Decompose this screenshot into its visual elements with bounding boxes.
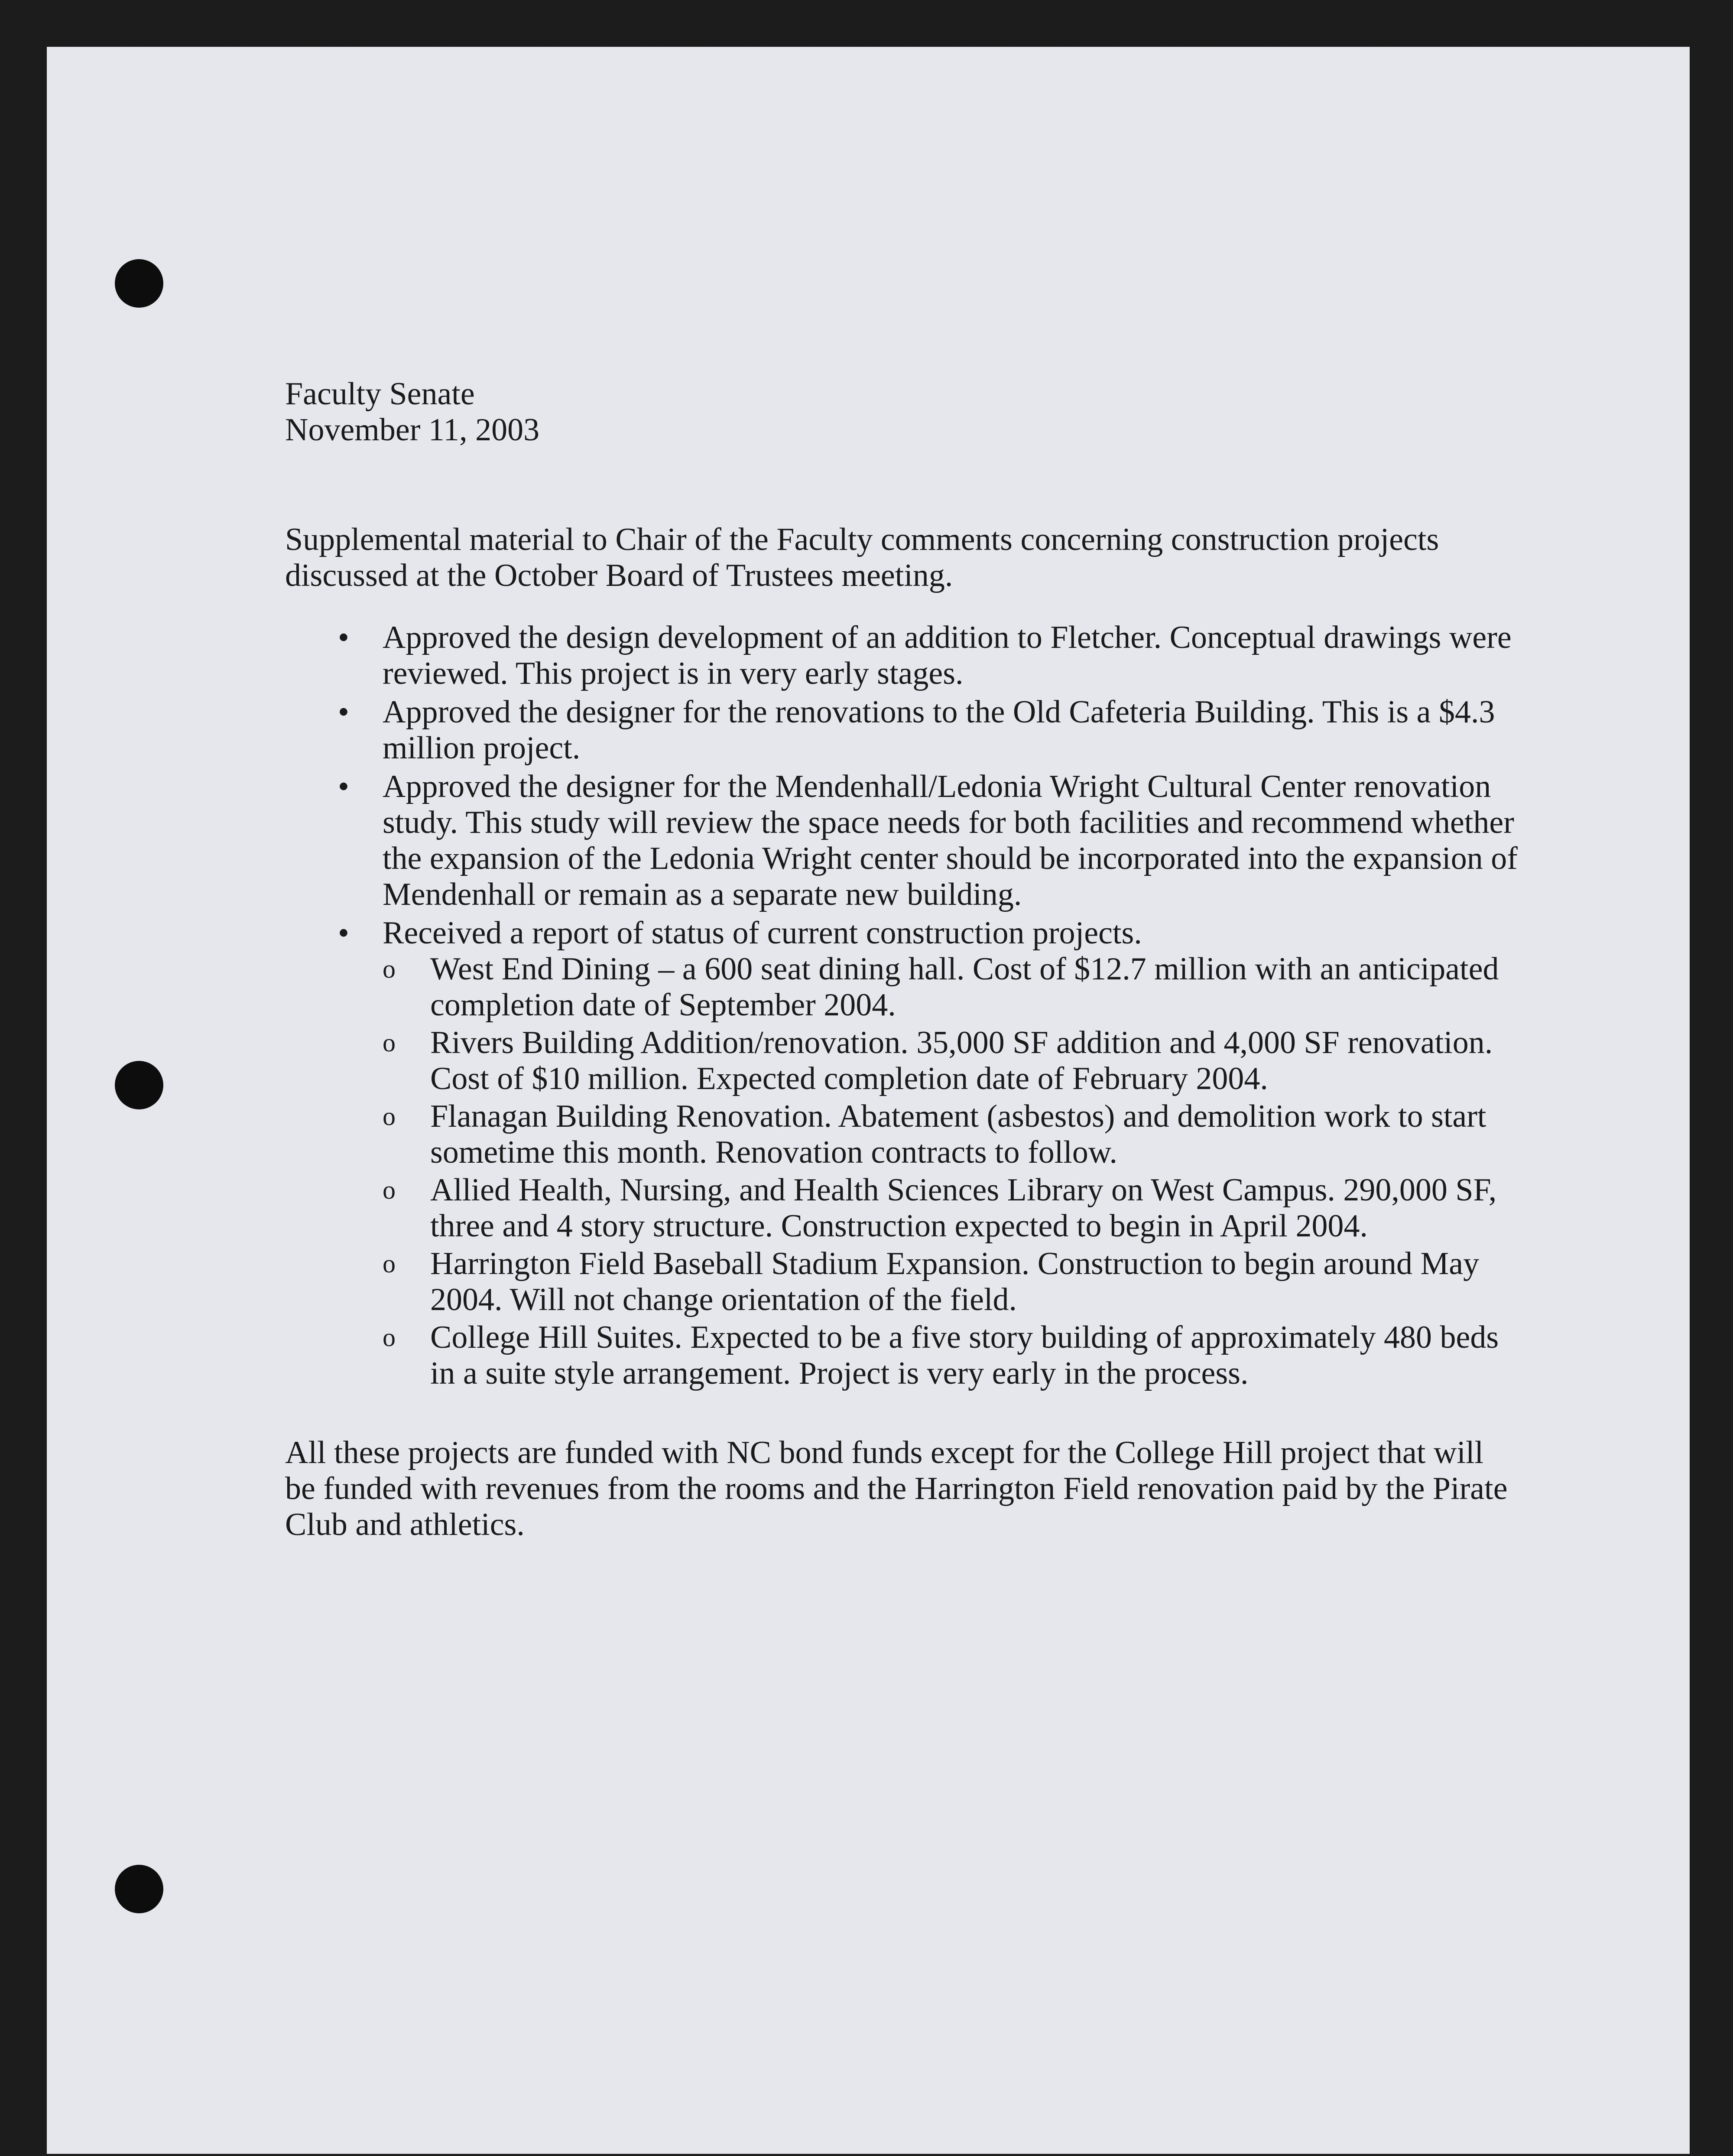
punch-hole-top — [115, 259, 163, 308]
circle-bullet-icon: o — [383, 1323, 396, 1352]
list-item-text: Approved the designer for the renovations to the Old Cafeteria Building. This is a $4.3 million project. — [383, 694, 1495, 766]
bullet-icon: • — [338, 915, 349, 951]
bullet-icon: • — [338, 620, 349, 655]
bullet-list — [285, 620, 1520, 1392]
sub-list — [383, 951, 1520, 1392]
sub-list-item-text: West End Dining – a 600 seat dining hall. Cost of $12.7 million with an anticipated completion date of September 2004. — [430, 951, 1499, 1023]
sub-list-item — [383, 1099, 1520, 1171]
circle-bullet-icon: o — [383, 955, 396, 983]
header-date: November 11, 2003 — [285, 412, 540, 448]
list-item — [285, 769, 1520, 913]
list-item — [285, 915, 1520, 1392]
sub-list-item — [383, 1172, 1520, 1244]
list-item-text: Approved the design development of an addition to Fletcher. Conceptual drawings were reviewed. This project is in very early stages. — [383, 620, 1512, 691]
document-body — [285, 376, 1520, 1575]
intro-paragraph: Supplemental material to Chair of the Faculty comments concerning construction projects discussed at the October Board of Trustees meeting. — [285, 522, 1439, 593]
list-item-text: Approved the designer for the Mendenhall/Ledonia Wright Cultural Center renovation study. This study will review the space needs for both facilities and recommend whether the expansion of the Ledonia Wright center should be incorporated into the expansion of Mendenhall or remain as a separate new building. — [383, 769, 1518, 912]
sub-list-item-text: Allied Health, Nursing, and Health Sciences Library on West Campus. 290,000 SF, three and 4 story structure. Construction expected to begin in April 2004. — [430, 1172, 1497, 1244]
circle-bullet-icon: o — [383, 1102, 396, 1131]
sub-list-item-text: Flanagan Building Renovation. Abatement (asbestos) and demolition work to start sometime this month. Renovation contracts to follow. — [430, 1099, 1486, 1170]
sub-list-item — [383, 1025, 1520, 1097]
punch-hole-bottom — [115, 1865, 163, 1913]
sub-list-item — [383, 1246, 1520, 1318]
bullet-icon: • — [338, 694, 349, 730]
circle-bullet-icon: o — [383, 1176, 396, 1204]
circle-bullet-icon: o — [383, 1249, 396, 1278]
sub-list-item-text: College Hill Suites. Expected to be a five story building of approximately 480 beds in a suite style arrangement. Project is very early in the process. — [430, 1320, 1499, 1391]
punch-hole-middle — [115, 1061, 163, 1109]
sub-list-item-text: Rivers Building Addition/renovation. 35,000 SF addition and 4,000 SF renovation. Cost of $10 million. Expected completion date of February 2004. — [430, 1025, 1493, 1096]
list-item — [285, 694, 1520, 766]
list-item — [285, 620, 1520, 692]
closing-paragraph: All these projects are funded with NC bond funds except for the College Hill project that will be funded with revenues from the rooms and the Harrington Field renovation paid by the Pirate Club and athletics. — [285, 1435, 1508, 1542]
sub-list-item — [383, 1320, 1520, 1392]
list-item-text: Received a report of status of current construction projects. — [383, 915, 1142, 951]
circle-bullet-icon: o — [383, 1028, 396, 1057]
bullet-icon: • — [338, 769, 349, 804]
sub-list-item — [383, 951, 1520, 1023]
header-organization: Faculty Senate — [285, 376, 475, 412]
document-page — [47, 47, 1690, 2154]
document-header — [285, 376, 1520, 448]
sub-list-item-text: Harrington Field Baseball Stadium Expansion. Construction to begin around May 2004. Will not change orientation of the field. — [430, 1246, 1480, 1317]
